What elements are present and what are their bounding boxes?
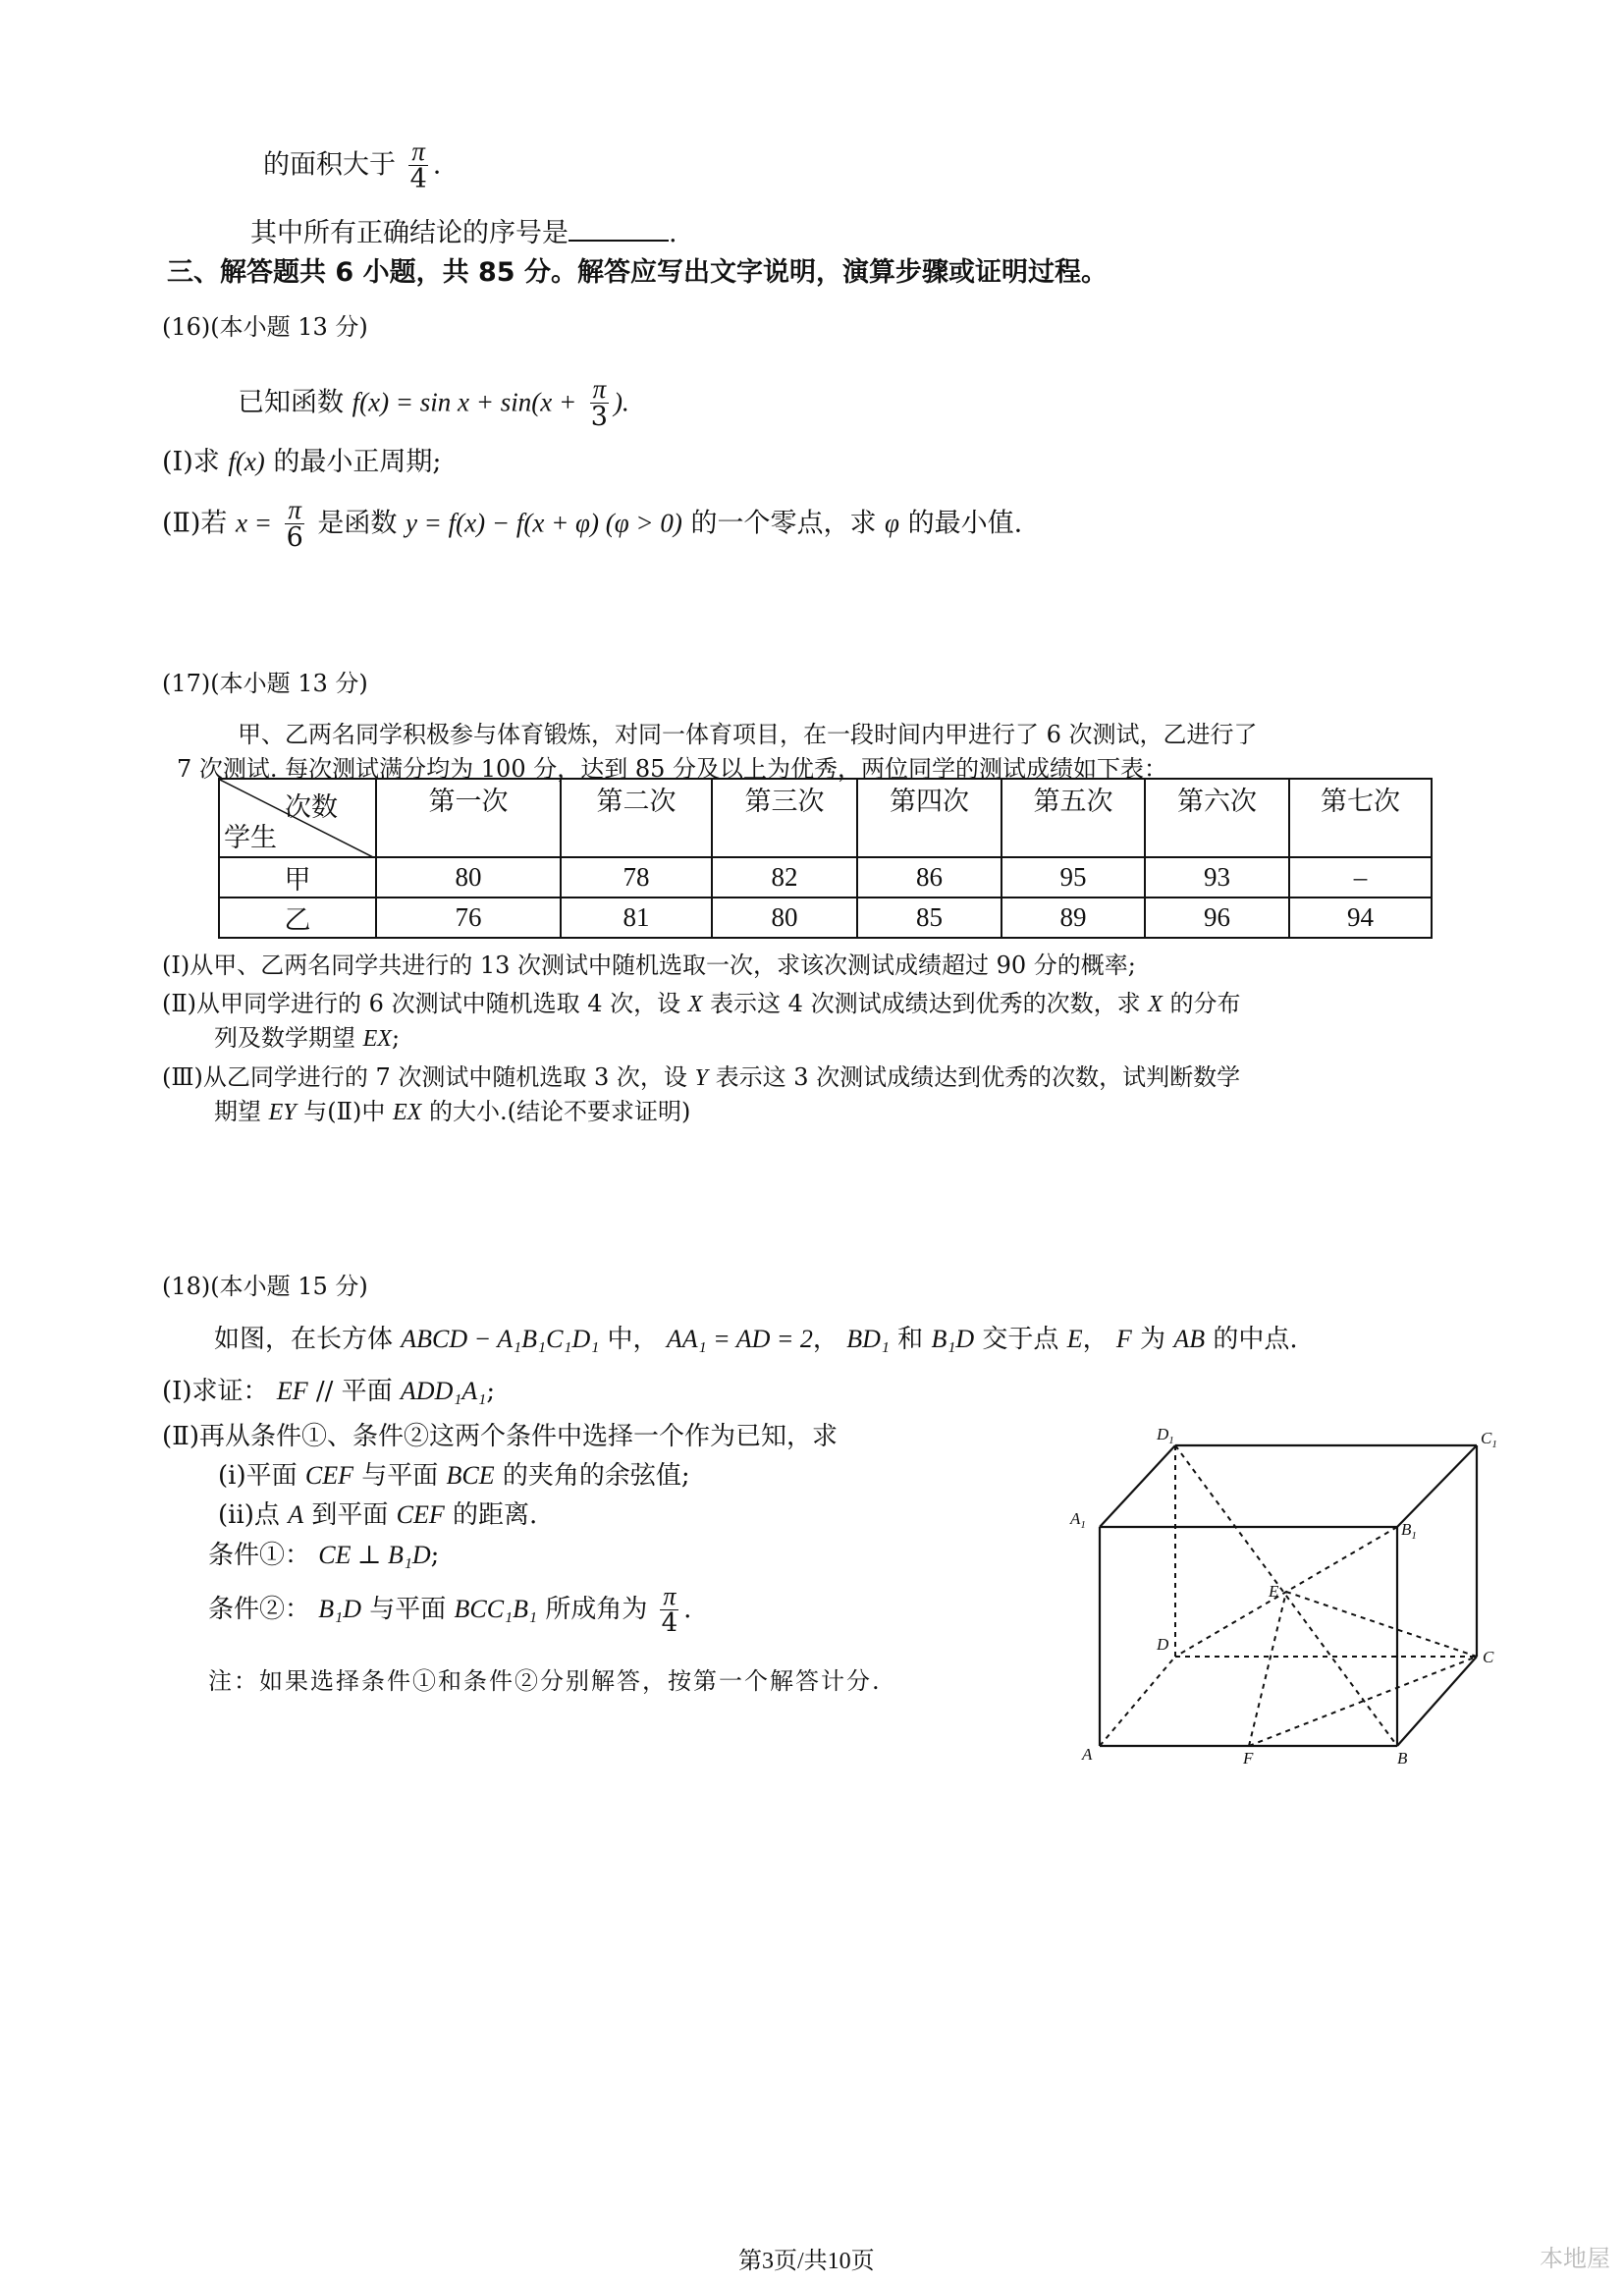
- cuboid-figure: [1060, 1414, 1512, 1768]
- frac-den: 6: [286, 522, 303, 554]
- text: .: [683, 1594, 692, 1624]
- text: ;: [430, 1541, 440, 1570]
- q16-p1-f: f(x): [228, 447, 265, 476]
- label-c1: $C_1$: [1481, 1429, 1497, 1450]
- label-b: B: [1397, 1749, 1408, 1768]
- q18-heading: (18)(本小题 15 分): [162, 1273, 368, 1300]
- text: 列及数学期望: [214, 1024, 355, 1052]
- diag-d1b: [1175, 1445, 1397, 1746]
- text: (ii)点: [218, 1500, 280, 1530]
- q17-heading: (17)(本小题 13 分): [162, 670, 368, 697]
- score-cell: 85: [857, 898, 1001, 938]
- q16-p2-phi: φ: [885, 508, 899, 538]
- text: 到平面: [311, 1500, 389, 1530]
- text: 如图，在长方体: [214, 1325, 394, 1354]
- q16-heading: (16)(本小题 13 分): [162, 313, 368, 341]
- text: ，: [812, 1325, 839, 1354]
- score-cell: 94: [1289, 898, 1432, 938]
- text: ，: [1082, 1325, 1109, 1354]
- var-x: X: [687, 992, 703, 1017]
- row-name-cell: 甲: [219, 857, 376, 898]
- q16-part1: [162, 440, 442, 478]
- frac-num: π: [660, 1583, 678, 1610]
- q16-p2-label: (Ⅱ)若: [162, 508, 228, 539]
- section-3-heading: 三、解答题共 6 小题，共 85 分。解答应写出文字说明，演算步骤或证明过程。: [167, 257, 1108, 288]
- text: 的夹角的余弦值;: [502, 1461, 690, 1491]
- var-ey: EY: [268, 1100, 297, 1125]
- q17-part2-line2: [214, 1018, 400, 1053]
- fill-blank-line: [250, 211, 677, 249]
- score-cell: 76: [376, 898, 561, 938]
- text: 为: [1140, 1325, 1166, 1354]
- frac-den: 4: [661, 1608, 678, 1639]
- answer-blank[interactable]: [568, 240, 669, 242]
- frac-num: π: [590, 375, 610, 404]
- label-e: E: [1269, 1582, 1279, 1601]
- score-cell: 80: [376, 857, 561, 898]
- text: 的分布: [1169, 990, 1241, 1017]
- q16-stem-prefix: 已知函数: [238, 387, 344, 418]
- corner-bottom-label: 学生: [224, 823, 277, 852]
- header-cell: 第七次: [1289, 779, 1432, 857]
- score-cell: 93: [1145, 857, 1289, 898]
- q16-p1-text: 的最小正周期;: [273, 447, 442, 477]
- text: 所成角为: [545, 1594, 648, 1624]
- condition-2: [208, 1583, 691, 1638]
- q17-stem-line1: 甲、乙两名同学积极参与体育锻炼，对同一体育项目，在一段时间内甲进行了 6 次测试，乙进行了: [238, 721, 1258, 748]
- pi-over-4: [407, 137, 430, 194]
- table-row: [219, 898, 1432, 938]
- corner-top-label: 次数: [285, 792, 338, 822]
- score-cell: 86: [857, 857, 1001, 898]
- label-f: F: [1243, 1749, 1254, 1768]
- score-cell: 81: [561, 898, 712, 938]
- seg-ec: [1286, 1592, 1477, 1657]
- score-cell: 82: [712, 857, 857, 898]
- score-table: [218, 778, 1433, 939]
- q16-p1-label: (Ⅰ)求: [162, 447, 220, 477]
- header-cell: 第三次: [712, 779, 857, 857]
- text: (Ⅲ)从乙同学进行的 7 次测试中随机选取 3 次，设: [162, 1063, 687, 1091]
- q16-stem-end: ).: [613, 387, 629, 417]
- area-line: [263, 137, 441, 194]
- q16-pi-over-6: [284, 496, 306, 553]
- text: (i)平面: [218, 1461, 298, 1491]
- text: 期望: [214, 1098, 261, 1125]
- text: 表示这 4 次测试成绩达到优秀的次数，求: [710, 990, 1141, 1017]
- var-ex: EX: [362, 1026, 392, 1052]
- seg-fe: [1249, 1592, 1286, 1746]
- text: (Ⅱ)从甲同学进行的 6 次测试中随机选取 4 次，设: [162, 990, 681, 1017]
- q18-part2-i: [218, 1455, 690, 1492]
- point: E: [1066, 1325, 1083, 1353]
- text: 的大小.(结论不要求证明): [428, 1098, 691, 1125]
- area-text: 的面积大于: [263, 149, 396, 181]
- q16-formula: f(x) = sin x + sin(x +: [352, 387, 577, 417]
- text: 与平面: [369, 1594, 447, 1624]
- q16-pi-over-3: [588, 375, 611, 432]
- point: A: [288, 1500, 304, 1529]
- segment: B₁D: [318, 1594, 361, 1623]
- q17-part1: (Ⅰ)从甲、乙两名同学共进行的 13 次测试中随机选取一次，求该次测试成绩超过 90 分的概率;: [162, 952, 1136, 979]
- q16-p2-formula: y = f(x) − f(x + φ) (φ > 0): [405, 508, 682, 538]
- score-cell: 80: [712, 898, 857, 938]
- q18-part1: [162, 1371, 495, 1407]
- score-cell: 78: [561, 857, 712, 898]
- q16-p2-text2: 的一个零点，求: [690, 508, 877, 539]
- edge-a1d1: [1100, 1445, 1175, 1527]
- length-eq: AA₁ = AD = 2: [666, 1325, 813, 1353]
- dot: .: [432, 149, 442, 181]
- condition-1: [208, 1535, 439, 1571]
- label-a1: $A_1$: [1070, 1509, 1086, 1531]
- var-y: Y: [694, 1065, 708, 1091]
- text: 的中点.: [1213, 1325, 1298, 1354]
- formula: CE ⊥ B₁D: [318, 1541, 431, 1569]
- segment: BD₁: [846, 1325, 890, 1353]
- q18-part2: (Ⅱ)再从条件①、条件②这两个条件中选择一个作为已知，求: [162, 1422, 838, 1451]
- row-name-cell: 乙: [219, 898, 376, 938]
- plane: BCE: [446, 1461, 495, 1490]
- text: ;: [486, 1377, 496, 1406]
- plane: ADD₁A₁: [400, 1377, 487, 1405]
- label-c: C: [1483, 1648, 1494, 1666]
- q16-p2-text1: 是函数: [317, 508, 398, 539]
- text: (Ⅰ)求证：: [162, 1377, 269, 1406]
- fill-end: .: [669, 218, 677, 248]
- label-a: A: [1082, 1745, 1093, 1764]
- text: 交于点: [982, 1325, 1059, 1354]
- header-cell: 第六次: [1145, 779, 1289, 857]
- pi-over-4: [659, 1583, 681, 1638]
- score-cell: 95: [1001, 857, 1145, 898]
- text: 与平面: [361, 1461, 439, 1491]
- edge-b1c1: [1397, 1445, 1477, 1527]
- frac-den: 3: [590, 402, 608, 433]
- seg-fc: [1249, 1657, 1477, 1746]
- plane: CEF: [304, 1461, 353, 1490]
- q16-stem: [238, 375, 629, 432]
- text: 表示这 3 次测试成绩达到优秀的次数，试判断数学: [715, 1063, 1241, 1091]
- score-cell: 96: [1145, 898, 1289, 938]
- frac-den: 4: [409, 164, 427, 195]
- fill-blank-text: 其中所有正确结论的序号是: [250, 218, 568, 248]
- q17-part3-line1: [162, 1058, 1240, 1092]
- text: 的距离.: [453, 1500, 538, 1530]
- q18-note: 注：如果选择条件①和条件②分别解答，按第一个解答计分.: [208, 1667, 882, 1695]
- plane: CEF: [396, 1500, 445, 1529]
- point: F: [1115, 1325, 1132, 1353]
- var-x: X: [1148, 992, 1163, 1017]
- score-cell: –: [1289, 857, 1432, 898]
- edge-ad: [1100, 1657, 1175, 1746]
- segment: AB: [1173, 1325, 1206, 1353]
- segment: B₁D: [931, 1325, 975, 1353]
- header-cell: 第一次: [376, 779, 561, 857]
- label-d: D: [1157, 1635, 1169, 1654]
- var-ex: EX: [392, 1100, 422, 1125]
- table-corner-cell: [219, 779, 376, 857]
- q16-p2-text3: 的最小值.: [907, 508, 1023, 539]
- text: 条件②：: [208, 1594, 311, 1624]
- text: 与(Ⅱ)中: [303, 1098, 386, 1125]
- text: 中，: [607, 1325, 659, 1354]
- cuboid-name: ABCD − A₁B₁C₁D₁: [401, 1325, 600, 1353]
- text: 条件①：: [208, 1541, 311, 1570]
- watermark-logo: 本地屋: [1540, 2245, 1610, 2272]
- q16-part2: [162, 496, 1022, 553]
- score-cell: 89: [1001, 898, 1145, 938]
- header-cell: 第二次: [561, 779, 712, 857]
- header-cell: 第五次: [1001, 779, 1145, 857]
- header-cell: 第四次: [857, 779, 1001, 857]
- edge-bc: [1397, 1657, 1477, 1746]
- text: // 平面: [315, 1377, 393, 1406]
- frac-num: π: [408, 137, 428, 166]
- q16-p2-x: x =: [236, 508, 272, 538]
- frac-num: π: [285, 496, 304, 524]
- table-header-row: [219, 779, 1432, 857]
- segment: EF: [276, 1377, 308, 1405]
- label-b1: $B_1$: [1401, 1520, 1417, 1542]
- plane: BCC₁B₁: [454, 1594, 538, 1623]
- q17-part2-line1: [162, 984, 1241, 1018]
- q18-stem: [214, 1319, 1298, 1355]
- q17-part3-line2: [214, 1092, 690, 1126]
- table-row: [219, 857, 1432, 898]
- text: 和: [897, 1325, 924, 1354]
- q17-stem-line2: 7 次测试. 每次测试满分均为 100 分，达到 85 分及以上为优秀，两位同学的测试成绩如下表：: [177, 755, 1168, 783]
- text: ;: [391, 1024, 401, 1052]
- label-d1: $D_1$: [1157, 1425, 1174, 1446]
- page-number: 第3页/共10页: [738, 2249, 875, 2274]
- q18-part2-ii: [218, 1495, 537, 1531]
